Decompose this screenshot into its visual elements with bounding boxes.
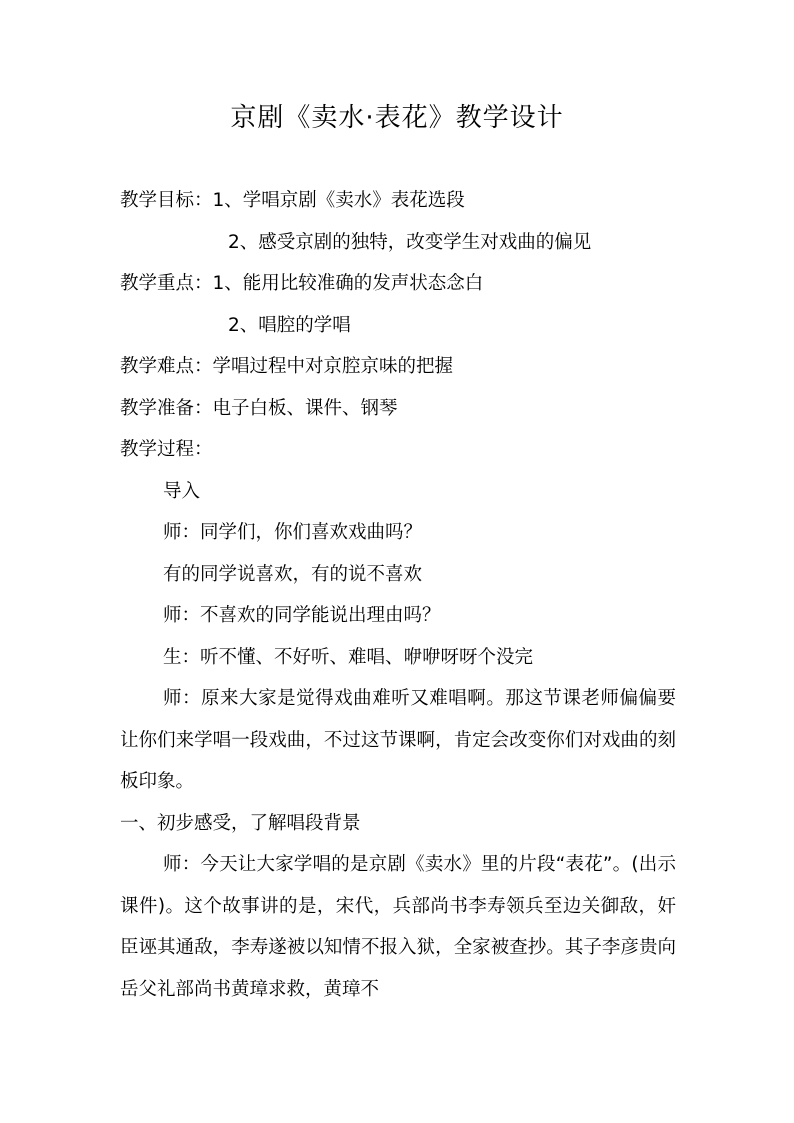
difficulty-line: 教学难点：学唱过程中对京腔京味的把握 <box>120 356 454 377</box>
intro-heading: 导入 <box>163 481 201 502</box>
keypoints-line-1: 教学重点：1、能用比较准确的发声状态念白 <box>120 273 484 294</box>
section-heading: 一、初步感受，了解唱段背景 <box>120 813 361 834</box>
body-paragraph: 师：今天让大家学唱的是京剧《卖水》里的片段“表花”。(出示课件)。这个故事讲的是，宋代，兵部尚书李寿领兵至边关御敌，奸臣诬其通敌，李寿遂被以知情不报入狱，全家被查抄。其子李彦贵向岳父礼部尚书黄璋求救，黄璋不 <box>120 854 676 1000</box>
objectives-line-2: 2、感受京剧的独特，改变学生对戏曲的偏见 <box>228 232 592 253</box>
dialogue-line: 师：不喜欢的同学能说出理由吗？ <box>163 605 441 626</box>
process-heading: 教学过程： <box>120 439 213 460</box>
document-title: 京剧《卖水·表花》教学设计 <box>230 103 564 133</box>
objectives-line-1: 教学目标：1、学唱京剧《卖水》表花选段 <box>120 190 465 211</box>
dialogue-line: 师：同学们，你们喜欢戏曲吗？ <box>163 522 423 543</box>
dialogue-line: 有的同学说喜欢，有的说不喜欢 <box>163 564 423 585</box>
body-paragraph: 师：原来大家是觉得戏曲难听又难唱啊。那这节课老师偏偏要让你们来学唱一段戏曲，不过这节课啊，肯定会改变你们对戏曲的刻板印象。 <box>120 688 676 792</box>
preparation-line: 教学准备：电子白板、课件、钢琴 <box>120 398 398 419</box>
dialogue-line: 生：听不懂、不好听、难唱、咿咿呀呀个没完 <box>163 647 534 668</box>
keypoints-line-2: 2、唱腔的学唱 <box>228 315 351 336</box>
